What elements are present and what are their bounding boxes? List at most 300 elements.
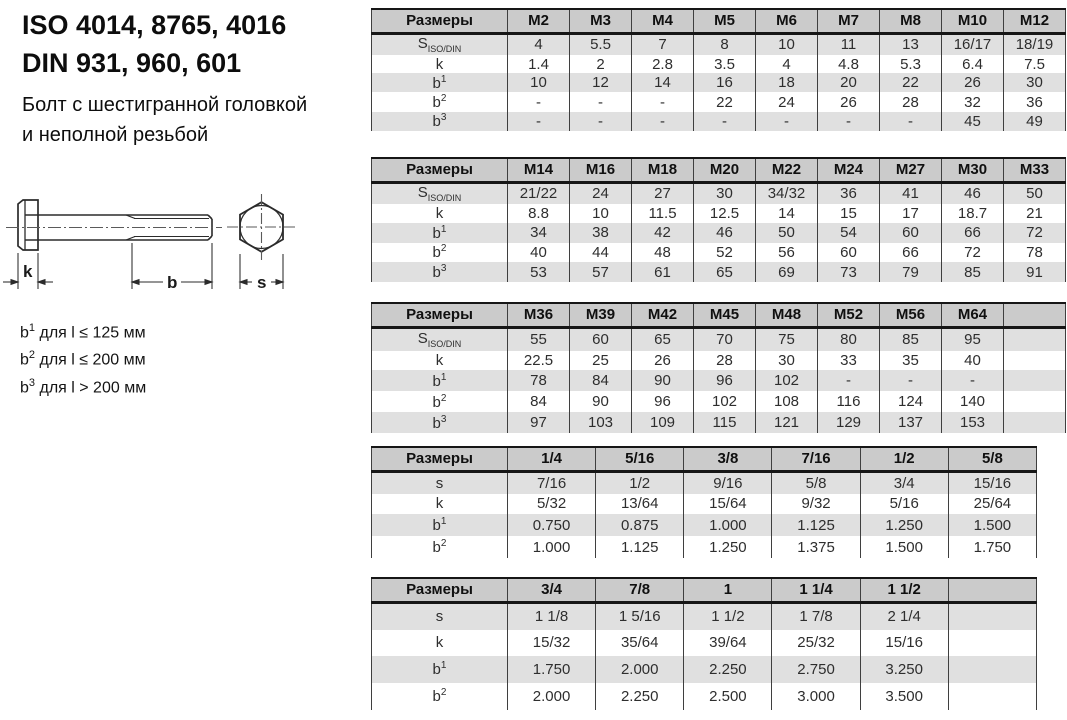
- column-header: M56: [880, 303, 942, 327]
- row-label: k: [372, 494, 508, 515]
- column-header: M45: [694, 303, 756, 327]
- column-header: 1: [684, 578, 772, 602]
- header-label: Размеры: [372, 578, 508, 602]
- cell-value: 28: [694, 351, 756, 371]
- cell-value: 78: [1004, 243, 1066, 263]
- cell-value: 25: [570, 351, 632, 371]
- footnote-b3-text: для l > 200 мм: [35, 378, 147, 396]
- footnote-b2: [20, 344, 146, 371]
- row-label: $b^3$: [372, 412, 508, 433]
- cell-value: 16/17: [942, 33, 1004, 55]
- cell-value: 8.8: [508, 204, 570, 223]
- cell-value: 36: [818, 182, 880, 204]
- cell-value: 46: [694, 223, 756, 243]
- cell-value: 1.500: [948, 514, 1036, 536]
- cell-value: 153: [942, 412, 1004, 433]
- cell-value: 32: [942, 92, 1004, 111]
- dimension-table-metric-m2-m12: [371, 8, 1066, 131]
- cell-value: 1.750: [508, 656, 596, 683]
- cell-value: 8: [694, 33, 756, 55]
- table-row: [372, 412, 1066, 433]
- column-header: M5: [694, 9, 756, 33]
- table-row: [372, 327, 1066, 351]
- cell-value: 66: [942, 223, 1004, 243]
- table-row: [372, 243, 1066, 263]
- cell-value: 11.5: [632, 204, 694, 223]
- cell-value: 72: [942, 243, 1004, 263]
- footnotes: [20, 317, 146, 399]
- column-header: M33: [1004, 158, 1066, 182]
- row-label: k: [372, 55, 508, 73]
- table-row: [372, 602, 1037, 630]
- cell-value: 5.5: [570, 33, 632, 55]
- cell-value: 35: [880, 351, 942, 371]
- cell-value: 24: [570, 182, 632, 204]
- cell-value: 46: [942, 182, 1004, 204]
- cell-value: 1 1/8: [508, 602, 596, 630]
- cell-value: 85: [880, 327, 942, 351]
- cell-value: 30: [1004, 73, 1066, 92]
- cell-value: 26: [818, 92, 880, 111]
- cell-value: 60: [818, 243, 880, 263]
- cell-value: 3.500: [860, 683, 948, 710]
- row-label: s: [372, 602, 508, 630]
- row-label: $b^2$: [372, 92, 508, 111]
- cell-value: 4.8: [818, 55, 880, 73]
- cell-value: 12.5: [694, 204, 756, 223]
- cell-value: 2.500: [684, 683, 772, 710]
- cell-value: -: [694, 112, 756, 131]
- row-label: $S_{ISO/DIN}$: [372, 182, 508, 204]
- cell-value: 96: [632, 391, 694, 412]
- cell-value: 116: [818, 391, 880, 412]
- cell-value: -: [632, 112, 694, 131]
- header-row: [372, 447, 1037, 471]
- table-inch-small: [371, 446, 1037, 558]
- row-label: $b^2$: [372, 391, 508, 412]
- cell-value: 97: [508, 412, 570, 433]
- column-header: 7/16: [772, 447, 860, 471]
- cell-value: [948, 630, 1036, 656]
- cell-value: 66: [880, 243, 942, 263]
- column-header: M16: [570, 158, 632, 182]
- cell-value: 13: [880, 33, 942, 55]
- footnote-b1-symbol: b: [20, 324, 29, 342]
- column-header: M6: [756, 9, 818, 33]
- row-label: k: [372, 351, 508, 371]
- cell-value: 34/32: [756, 182, 818, 204]
- table-row: [372, 370, 1066, 391]
- title-iso: ISO 4014, 8765, 4016: [22, 10, 287, 40]
- column-header: M3: [570, 9, 632, 33]
- row-label: $b^1$: [372, 514, 508, 536]
- footnote-b3-symbol: b: [20, 378, 29, 396]
- header-row: [372, 158, 1066, 182]
- bolt-head-side-view: [18, 200, 38, 250]
- footnote-b3: [20, 372, 146, 399]
- cell-value: 24: [756, 92, 818, 111]
- column-header: M2: [508, 9, 570, 33]
- cell-value: 1.500: [860, 536, 948, 558]
- cell-value: -: [570, 92, 632, 111]
- cell-value: 109: [632, 412, 694, 433]
- cell-value: 15/16: [860, 630, 948, 656]
- column-header: 1/4: [508, 447, 596, 471]
- footnote-b1-text: для l ≤ 125 мм: [35, 324, 146, 342]
- column-header: [948, 578, 1036, 602]
- cell-value: 84: [570, 370, 632, 391]
- cell-value: 21/22: [508, 182, 570, 204]
- cell-value: -: [880, 112, 942, 131]
- cell-value: 22.5: [508, 351, 570, 371]
- cell-value: 103: [570, 412, 632, 433]
- cell-value: 17: [880, 204, 942, 223]
- cell-value: 40: [942, 351, 1004, 371]
- cell-value: 18.7: [942, 204, 1004, 223]
- header-row: [372, 303, 1066, 327]
- table-row: [372, 683, 1037, 710]
- cell-value: 12: [570, 73, 632, 92]
- table-row: [372, 223, 1066, 243]
- cell-value: 102: [756, 370, 818, 391]
- table-row: [372, 630, 1037, 656]
- cell-value: -: [570, 112, 632, 131]
- header-label: Размеры: [372, 447, 508, 471]
- footnote-b1-sup: 1: [28, 322, 36, 334]
- title-din: DIN 931, 960, 601: [22, 48, 242, 78]
- cell-value: 7.5: [1004, 55, 1066, 73]
- cell-value: 30: [694, 182, 756, 204]
- cell-value: 9/32: [772, 494, 860, 515]
- footnote-b3-sup: 3: [28, 376, 36, 389]
- cell-value: 5/8: [772, 471, 860, 494]
- cell-value: 80: [818, 327, 880, 351]
- cell-value: 15/32: [508, 630, 596, 656]
- cell-value: 3.000: [772, 683, 860, 710]
- table-inch-large: [371, 577, 1037, 710]
- table-row: [372, 494, 1037, 515]
- cell-value: 36: [1004, 92, 1066, 111]
- cell-value: 96: [694, 370, 756, 391]
- row-label: $b^1$: [372, 656, 508, 683]
- row-label: $b^1$: [372, 73, 508, 92]
- header-row: [372, 578, 1037, 602]
- subtitle: [22, 90, 307, 150]
- column-header: M7: [818, 9, 880, 33]
- column-header: M14: [508, 158, 570, 182]
- cell-value: 137: [880, 412, 942, 433]
- cell-value: 60: [880, 223, 942, 243]
- cell-value: 34: [508, 223, 570, 243]
- cell-value: -: [508, 112, 570, 131]
- cell-value: 79: [880, 262, 942, 282]
- cell-value: 41: [880, 182, 942, 204]
- cell-value: 49: [1004, 112, 1066, 131]
- cell-value: 65: [632, 327, 694, 351]
- cell-value: 52: [694, 243, 756, 263]
- cell-value: 22: [694, 92, 756, 111]
- column-header: M42: [632, 303, 694, 327]
- footnote-b2-sup: 2: [28, 349, 36, 362]
- table-row: [372, 391, 1066, 412]
- cell-value: 140: [942, 391, 1004, 412]
- column-header: M4: [632, 9, 694, 33]
- cell-value: 55: [508, 327, 570, 351]
- cell-value: 0.875: [596, 514, 684, 536]
- cell-value: 57: [570, 262, 632, 282]
- dim-s-label: s: [257, 273, 267, 292]
- cell-value: 72: [1004, 223, 1066, 243]
- cell-value: 2: [570, 55, 632, 73]
- cell-value: 2.250: [684, 656, 772, 683]
- header-label: Размеры: [372, 303, 508, 327]
- column-header: 5/16: [596, 447, 684, 471]
- row-label: s: [372, 471, 508, 494]
- subtitle-line2: и неполной резьбой: [22, 124, 209, 146]
- table-row: [372, 656, 1037, 683]
- table-row: [372, 112, 1066, 131]
- cell-value: -: [818, 370, 880, 391]
- header-label: Размеры: [372, 9, 508, 33]
- cell-value: 21: [1004, 204, 1066, 223]
- cell-value: [1004, 351, 1066, 371]
- cell-value: 1.125: [596, 536, 684, 558]
- column-header: 3/8: [684, 447, 772, 471]
- cell-value: 9/16: [684, 471, 772, 494]
- column-header: M64: [942, 303, 1004, 327]
- dimension-table-metric-m14-m33: [371, 157, 1066, 282]
- cell-value: 73: [818, 262, 880, 282]
- cell-value: [948, 602, 1036, 630]
- cell-value: 3/4: [860, 471, 948, 494]
- column-header: M12: [1004, 9, 1066, 33]
- dimension-table-metric-m36-m64: [371, 302, 1066, 433]
- cell-value: 22: [880, 73, 942, 92]
- column-header: M52: [818, 303, 880, 327]
- cell-value: 78: [508, 370, 570, 391]
- table-row: [372, 33, 1066, 55]
- column-header: M48: [756, 303, 818, 327]
- row-label: $b^2$: [372, 243, 508, 263]
- cell-value: 15: [818, 204, 880, 223]
- table-row: [372, 73, 1066, 92]
- cell-value: 45: [942, 112, 1004, 131]
- cell-value: 4: [756, 55, 818, 73]
- cell-value: -: [942, 370, 1004, 391]
- table-row: [372, 92, 1066, 111]
- cell-value: 50: [756, 223, 818, 243]
- cell-value: 18: [756, 73, 818, 92]
- cell-value: [1004, 370, 1066, 391]
- cell-value: 1.375: [772, 536, 860, 558]
- dimension-table-inch-quarter-to-fiveeighths: [371, 446, 1037, 558]
- row-label: k: [372, 630, 508, 656]
- cell-value: 84: [508, 391, 570, 412]
- table-row: [372, 471, 1037, 494]
- cell-value: [948, 683, 1036, 710]
- cell-value: 7: [632, 33, 694, 55]
- cell-value: 90: [632, 370, 694, 391]
- cell-value: 1.000: [508, 536, 596, 558]
- cell-value: 26: [632, 351, 694, 371]
- cell-value: 42: [632, 223, 694, 243]
- column-header: 5/8: [948, 447, 1036, 471]
- cell-value: 7/16: [508, 471, 596, 494]
- column-header: M18: [632, 158, 694, 182]
- cell-value: 26: [942, 73, 1004, 92]
- column-header: 3/4: [508, 578, 596, 602]
- table-metric-m14-m33: [371, 157, 1066, 282]
- cell-value: 91: [1004, 262, 1066, 282]
- column-header: M22: [756, 158, 818, 182]
- cell-value: 115: [694, 412, 756, 433]
- footnote-b1: [20, 317, 146, 344]
- dimension-table-inch-threequarters-to-oneandhalf: [371, 577, 1037, 710]
- column-header: M20: [694, 158, 756, 182]
- cell-value: 95: [942, 327, 1004, 351]
- row-label: $b^2$: [372, 536, 508, 558]
- table-row: [372, 204, 1066, 223]
- cell-value: 2.750: [772, 656, 860, 683]
- table-metric-m2-m12: [371, 8, 1066, 131]
- cell-value: 15/16: [948, 471, 1036, 494]
- cell-value: -: [632, 92, 694, 111]
- subtitle-line1: Болт с шестигранной головкой: [22, 94, 308, 116]
- cell-value: 2.000: [508, 683, 596, 710]
- cell-value: 69: [756, 262, 818, 282]
- cell-value: 30: [756, 351, 818, 371]
- cell-value: 10: [508, 73, 570, 92]
- cell-value: -: [508, 92, 570, 111]
- table-row: [372, 55, 1066, 73]
- cell-value: 33: [818, 351, 880, 371]
- cell-value: 1 1/2: [684, 602, 772, 630]
- cell-value: 2.000: [596, 656, 684, 683]
- cell-value: 48: [632, 243, 694, 263]
- cell-value: 40: [508, 243, 570, 263]
- cell-value: 3.5: [694, 55, 756, 73]
- column-header: M36: [508, 303, 570, 327]
- table-row: [372, 351, 1066, 371]
- cell-value: 3.250: [860, 656, 948, 683]
- cell-value: 121: [756, 412, 818, 433]
- cell-value: 0.750: [508, 514, 596, 536]
- cell-value: 54: [818, 223, 880, 243]
- cell-value: 10: [570, 204, 632, 223]
- cell-value: 1.125: [772, 514, 860, 536]
- cell-value: 1.000: [684, 514, 772, 536]
- dim-k-label: k: [23, 262, 33, 281]
- column-header: 7/8: [596, 578, 684, 602]
- cell-value: 1.250: [684, 536, 772, 558]
- cell-value: 14: [756, 204, 818, 223]
- cell-value: -: [818, 112, 880, 131]
- cell-value: [1004, 391, 1066, 412]
- page-title: [22, 6, 286, 82]
- cell-value: 39/64: [684, 630, 772, 656]
- cell-value: 44: [570, 243, 632, 263]
- cell-value: [1004, 412, 1066, 433]
- cell-value: 2 1/4: [860, 602, 948, 630]
- cell-value: 38: [570, 223, 632, 243]
- cell-value: 6.4: [942, 55, 1004, 73]
- cell-value: 53: [508, 262, 570, 282]
- cell-value: 5/16: [860, 494, 948, 515]
- cell-value: 65: [694, 262, 756, 282]
- cell-value: 13/64: [596, 494, 684, 515]
- cell-value: 20: [818, 73, 880, 92]
- cell-value: 2.8: [632, 55, 694, 73]
- row-label: $b^2$: [372, 683, 508, 710]
- table-metric-m36-m64: [371, 302, 1066, 433]
- cell-value: 85: [942, 262, 1004, 282]
- bolt-technical-drawing: [0, 185, 330, 315]
- cell-value: 11: [818, 33, 880, 55]
- cell-value: 28: [880, 92, 942, 111]
- dim-b-label: b: [167, 273, 178, 292]
- column-header: M30: [942, 158, 1004, 182]
- cell-value: 18/19: [1004, 33, 1066, 55]
- cell-value: 1 5/16: [596, 602, 684, 630]
- row-label: $b^1$: [372, 223, 508, 243]
- cell-value: 14: [632, 73, 694, 92]
- column-header: M24: [818, 158, 880, 182]
- cell-value: -: [880, 370, 942, 391]
- column-header: M39: [570, 303, 632, 327]
- row-label: k: [372, 204, 508, 223]
- footnote-b2-symbol: b: [20, 351, 29, 369]
- cell-value: 70: [694, 327, 756, 351]
- cell-value: [948, 656, 1036, 683]
- cell-value: 129: [818, 412, 880, 433]
- cell-value: 90: [570, 391, 632, 412]
- table-row: [372, 262, 1066, 282]
- column-header: M8: [880, 9, 942, 33]
- cell-value: 60: [570, 327, 632, 351]
- cell-value: 1.4: [508, 55, 570, 73]
- column-header: 1 1/4: [772, 578, 860, 602]
- cell-value: 5/32: [508, 494, 596, 515]
- cell-value: 1.250: [860, 514, 948, 536]
- table-row: [372, 514, 1037, 536]
- cell-value: 27: [632, 182, 694, 204]
- cell-value: 35/64: [596, 630, 684, 656]
- cell-value: 1.750: [948, 536, 1036, 558]
- cell-value: 15/64: [684, 494, 772, 515]
- cell-value: 102: [694, 391, 756, 412]
- column-header: M10: [942, 9, 1004, 33]
- column-header: 1 1/2: [860, 578, 948, 602]
- row-label: $b^1$: [372, 370, 508, 391]
- cell-value: [1004, 327, 1066, 351]
- cell-value: 10: [756, 33, 818, 55]
- cell-value: 25/64: [948, 494, 1036, 515]
- cell-value: 2.250: [596, 683, 684, 710]
- cell-value: 75: [756, 327, 818, 351]
- table-row: [372, 182, 1066, 204]
- cell-value: 50: [1004, 182, 1066, 204]
- cell-value: 1/2: [596, 471, 684, 494]
- cell-value: 25/32: [772, 630, 860, 656]
- row-label: $b^3$: [372, 262, 508, 282]
- table-row: [372, 536, 1037, 558]
- column-header: 1/2: [860, 447, 948, 471]
- cell-value: 56: [756, 243, 818, 263]
- centerlines-end-view: [227, 194, 296, 260]
- footnote-b2-text: для l ≤ 200 мм: [35, 351, 146, 369]
- cell-value: 61: [632, 262, 694, 282]
- cell-value: 5.3: [880, 55, 942, 73]
